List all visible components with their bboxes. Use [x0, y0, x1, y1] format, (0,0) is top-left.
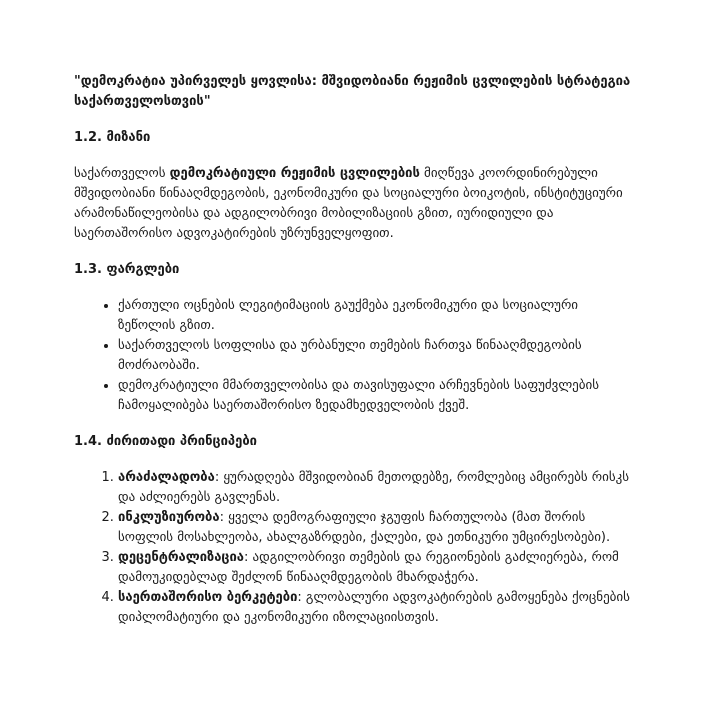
principle-item — [118, 508, 634, 548]
principle-term: ინკლუზიურობა — [118, 510, 220, 525]
principle-item — [118, 548, 634, 588]
principle-item — [118, 588, 634, 628]
principle-item — [118, 468, 634, 508]
document-title: "დემოკრატია უპირველეს ყოვლისა: მშვიდობიანი რეჟიმის ცვლილების სტრატეგია საქართველოსთვის" — [74, 74, 631, 109]
goal-text-bold: დემოკრატიული რეჟიმის ცვლილების — [169, 166, 420, 181]
scope-item: • ქართული ოცნების ლეგიტიმაციის გაუქმება ეკონომიკური და სოციალური ზეწოლის გზით. — [118, 296, 634, 336]
goal-paragraph — [74, 164, 634, 244]
heading-principles: 1.4. ძირითადი პრინციპები — [74, 434, 257, 449]
principle-term: დეცენტრალიზაცია — [118, 550, 245, 565]
scope-item: • დემოკრატიული მმართველობისა და თავისუფალი არჩევნების საფუძვლების ჩამოყალიბება საერთაშორისო ზედამხედველობის ქვეშ. — [118, 376, 634, 416]
principle-term: საერთაშორისო ბერკეტები — [118, 590, 298, 605]
scope-item: • საქართველოს სოფლისა და ურბანული თემების ჩართვა წინააღმდეგობის მოძრაობაში. — [118, 336, 634, 376]
scope-list — [74, 296, 634, 416]
principle-text: : გლობალური ადვოკატირების გამოყენება ქოცნების დიპლომატიური და ეკონომიკური იზოლაციისთვის. — [118, 590, 630, 625]
principles-list — [74, 468, 634, 628]
heading-scope: 1.3. ფარგლები — [74, 262, 180, 277]
principle-text: : ადგილობრივი თემების და რეგიონების გაძლიერება, რომ დამოუკიდებლად შეძლონ წინააღმდეგობის მხარდაჭერა. — [118, 550, 619, 585]
principle-term: არაძალადობა — [118, 470, 215, 485]
principle-text: : ყველა დემოგრაფიული ჯგუფის ჩართულობა (მათ შორის სოფლის მოსახლეობა, ახალგაზრდები, ქალები, და ეთნიკური უმცირესობები). — [118, 510, 611, 545]
principle-text: : ყურადღება მშვიდობიან მეთოდებზე, რომლებიც ამცირებს რისკს და აძლიერებს გავლენას. — [118, 470, 630, 505]
heading-goal: 1.2. მიზანი — [74, 130, 151, 145]
goal-text-end: მიღწევა კოორდინირებული მშვიდობიანი წინააღმდეგობის, ეკონომიკური და სოციალური ბოიკოტის, ინსტიტუციური არამონაწილეობისა და ადგილობრივი მობილიზაციის გზით, იურიდიული და საერთაშორისო ადვოკატირების უზრუნველყოფით. — [74, 166, 623, 241]
goal-text-start: საქართველოს — [74, 166, 170, 181]
